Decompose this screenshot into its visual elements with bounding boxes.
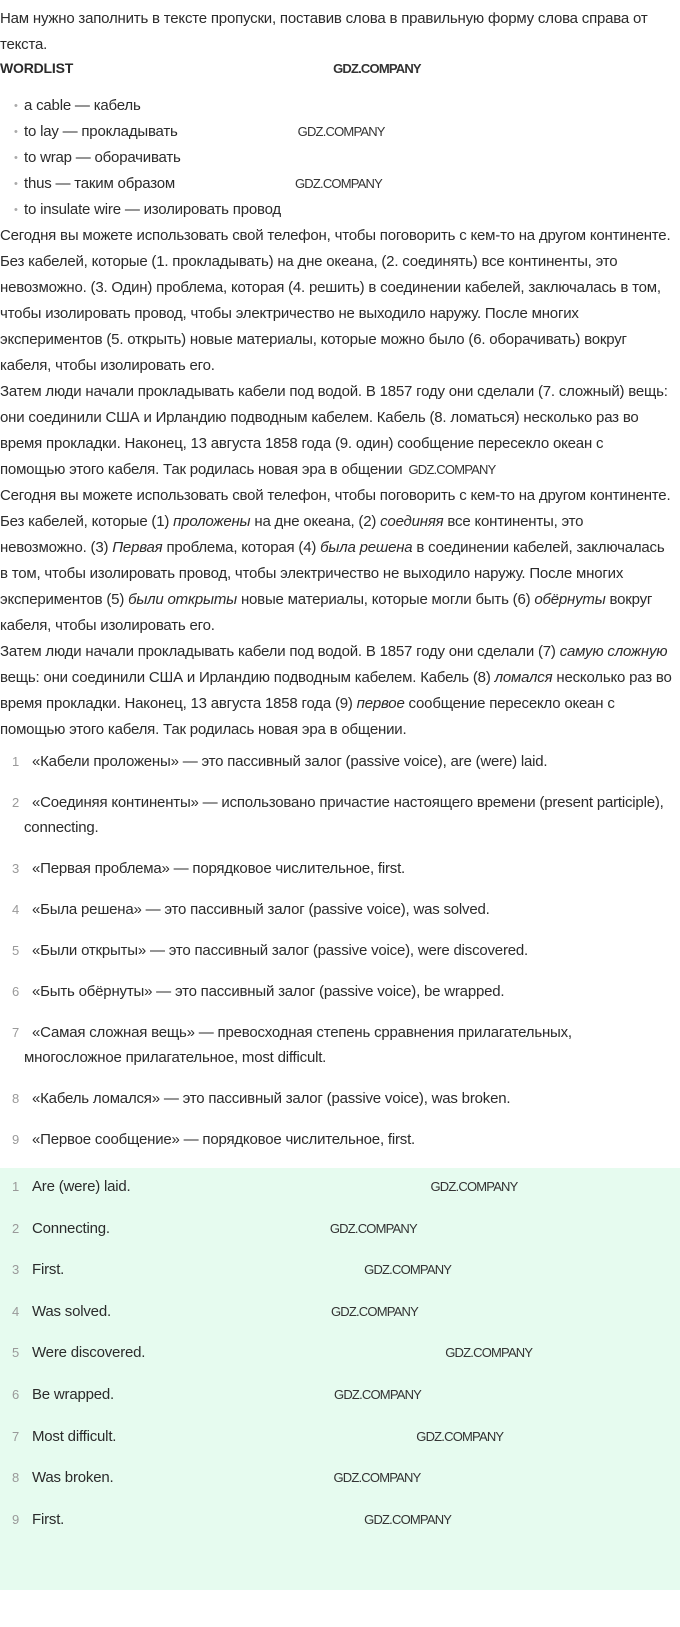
wordlist-item [14, 145, 672, 171]
text-segment: вокруг кабеля, чтобы изолировать его. [0, 591, 653, 634]
filled-paragraph [0, 639, 672, 743]
text-segment: Затем люди начали прокладывать кабели под водой. В 1857 году они сделали (7) [0, 643, 560, 660]
wordlist-item [14, 119, 672, 145]
wordlist-title [0, 58, 672, 79]
filled-paragraph [0, 483, 672, 639]
task-paragraph [0, 223, 672, 379]
answer-text: Was broken. [32, 1469, 114, 1487]
answer-text: Be wrapped. [32, 1385, 115, 1403]
answer-item [0, 1257, 680, 1299]
wordlist-text: to insulate wire — изолировать провод [24, 201, 281, 218]
watermark: GDZ.COMPANY [329, 1220, 417, 1236]
answer-item [0, 1507, 680, 1549]
item-number: 2 [12, 1220, 20, 1236]
intro-text: Нам нужно заполнить в тексте пропуски, поставив слова в правильную форму слова справа от текста. [0, 10, 648, 53]
item-number: 6 [12, 1386, 20, 1402]
explanation-text: «Соединяя континенты» — использовано причастие настоящего времени (present participle), connecting. [24, 794, 664, 836]
watermark: GDZ.COMPANY [416, 1428, 504, 1444]
text-segment: на дне океана, (2) [250, 513, 381, 530]
item-number: 1 [12, 1179, 20, 1194]
answer-item [0, 1382, 680, 1424]
watermark: GDZ.COMPANY [430, 1179, 518, 1194]
item-number: 9 [12, 1511, 20, 1527]
explanation-item [0, 856, 672, 881]
wordlist-text: to lay — прокладывать [24, 123, 178, 140]
answer-text: First. [32, 1261, 65, 1279]
text-segment: сообщение пересекло океан с помощью этого кабеля. Так родилась новая эра в общении. [0, 695, 615, 738]
answer-item [0, 1340, 680, 1382]
explanations-list [0, 749, 672, 1152]
wordlist-text: thus — таким образом [24, 175, 175, 192]
watermark: GDZ.COMPANY [294, 176, 382, 191]
answer-item [0, 1174, 680, 1216]
explanation-item [0, 790, 672, 840]
item-number: 9 [12, 1132, 20, 1147]
item-number: 3 [12, 861, 20, 876]
task-paragraph-text: Затем люди начали прокладывать кабели под водой. В 1857 году они сделали (7. сложный) вещь: они соединили США и Ирландию подводным кабелем. Кабель (8. ломаться) несколько раз во время прокладки. Наконец, 13 августа 1858 года (9. один) сообщение пересекло океан с помощью этого кабеля. Так родилась новая эра в общении [0, 383, 668, 478]
explanation-item [0, 897, 672, 922]
text-segment: несколько раз во время прокладки. Наконец, 13 августа 1858 года (9) [0, 669, 672, 712]
wordlist-item [14, 171, 672, 197]
explanation-item [0, 749, 672, 774]
item-number: 2 [12, 795, 20, 810]
answer-text: Connecting. [32, 1219, 110, 1237]
explanation-text: «Самая сложная вещь» — превосходная степень срравнения прилагательных, многосложное прилагательное, most difficult. [24, 1024, 572, 1066]
answers-list [0, 1174, 680, 1548]
item-number: 4 [12, 1303, 20, 1319]
explanation-item [0, 1086, 672, 1111]
item-number: 6 [12, 984, 20, 999]
answer-text: Most difficult. [32, 1427, 117, 1445]
watermark: GDZ.COMPANY [333, 61, 421, 76]
explanation-text: «Первое сообщение» — порядковое числительное, first. [32, 1131, 416, 1148]
explanation-item [0, 938, 672, 963]
text-segment: вещь: они соединили США и Ирландию подводным кабелем. Кабель (8) [0, 669, 495, 686]
wordlist-title-text: WORDLIST [0, 60, 74, 76]
filled-text [0, 483, 672, 743]
item-number: 7 [12, 1025, 20, 1040]
answer-item [0, 1465, 680, 1507]
answer-word: была решена [320, 539, 413, 556]
explanation-item [0, 1020, 672, 1070]
answer-text: Are (were) laid. [32, 1178, 131, 1195]
item-number: 8 [12, 1091, 20, 1106]
watermark: GDZ.COMPANY [364, 1262, 452, 1278]
explanation-item [0, 979, 672, 1004]
watermark: GDZ.COMPANY [445, 1345, 533, 1361]
answer-text: First. [32, 1510, 65, 1528]
item-number: 5 [12, 1345, 20, 1361]
answer-text: Were discovered. [32, 1344, 146, 1362]
explanation-text: «Кабели проложены» — это пассивный залог (passive voice), are (were) laid. [32, 753, 548, 770]
explanation-text: «Были открыты» — это пассивный залог (passive voice), were discovered. [32, 942, 529, 959]
item-number: 7 [12, 1428, 20, 1444]
wordlist-text: to wrap — оборачивать [24, 149, 181, 166]
watermark: GDZ.COMPANY [330, 1303, 418, 1319]
watermark: GDZ.COMPANY [334, 1386, 422, 1402]
explanation-item [0, 1127, 672, 1152]
wordlist [0, 93, 672, 223]
answer-word: ломался [494, 669, 553, 686]
text-segment: проблема, которая (4) [162, 539, 321, 556]
item-number: 8 [12, 1470, 20, 1486]
watermark: GDZ.COMPANY [408, 462, 496, 477]
text-segment: все континенты, это невозможно. (3) [0, 513, 584, 556]
item-number: 3 [12, 1262, 20, 1278]
task-paragraph [0, 379, 672, 483]
text-segment: в соединении кабелей, заключалась в том, чтобы изолировать провод, чтобы электричество не выходило наружу. После многих экспериментов (5) [0, 539, 665, 608]
answer-item [0, 1299, 680, 1341]
watermark: GDZ.COMPANY [297, 124, 385, 139]
watermark: GDZ.COMPANY [333, 1470, 421, 1486]
text-segment: Сегодня вы можете использовать свой телефон, чтобы поговорить с кем-то на другом континенте. Без кабелей, которые (1) [0, 487, 671, 530]
explanation-text: «Была решена» — это пассивный залог (passive voice), was solved. [32, 901, 490, 918]
answer-word: первое [356, 695, 405, 712]
task-text [0, 223, 672, 483]
answer-text: Was solved. [32, 1302, 111, 1320]
wordlist-item [14, 197, 672, 223]
wordlist-text: a cable — кабель [24, 97, 141, 114]
answer-word: были открыты [128, 591, 237, 608]
explanation-text: «Кабель ломался» — это пассивный залог (passive voice), was broken. [32, 1090, 511, 1107]
task-paragraph-text: Сегодня вы можете использовать свой телефон, чтобы поговорить с кем-то на другом континенте. Без кабелей, которые (1. прокладывать) на дне океана, (2. соединять) все континенты, это невозможно. (3. Один) проблема, которая (4. решить) в соединении кабелей, заключалась в том, чтобы изолировать провод, чтобы электричество не выходило наружу. После многих экспериментов (5. открыть) новые материалы, которые можно было (6. оборачивать) вокруг кабеля, чтобы изолировать его. [0, 227, 671, 374]
watermark: GDZ.COMPANY [364, 1511, 452, 1527]
answers-box [0, 1168, 680, 1590]
item-number: 5 [12, 943, 20, 958]
answer-item [0, 1216, 680, 1258]
wordlist-item [14, 93, 672, 119]
item-number: 1 [12, 754, 20, 769]
answer-word: обёрнуты [534, 591, 606, 608]
item-number: 4 [12, 902, 20, 917]
answer-word: проложены [173, 513, 251, 530]
answer-word: самую сложную [559, 643, 668, 660]
answer-word: Первая [112, 539, 163, 556]
explanation-text: «Быть обёрнуты» — это пассивный залог (passive voice), be wrapped. [32, 983, 505, 1000]
explanation-text: «Первая проблема» — порядковое числительное, first. [32, 860, 406, 877]
text-segment: новые материалы, которые могли быть (6) [236, 591, 535, 608]
answer-word: соединяя [380, 513, 444, 530]
answer-item [0, 1424, 680, 1466]
